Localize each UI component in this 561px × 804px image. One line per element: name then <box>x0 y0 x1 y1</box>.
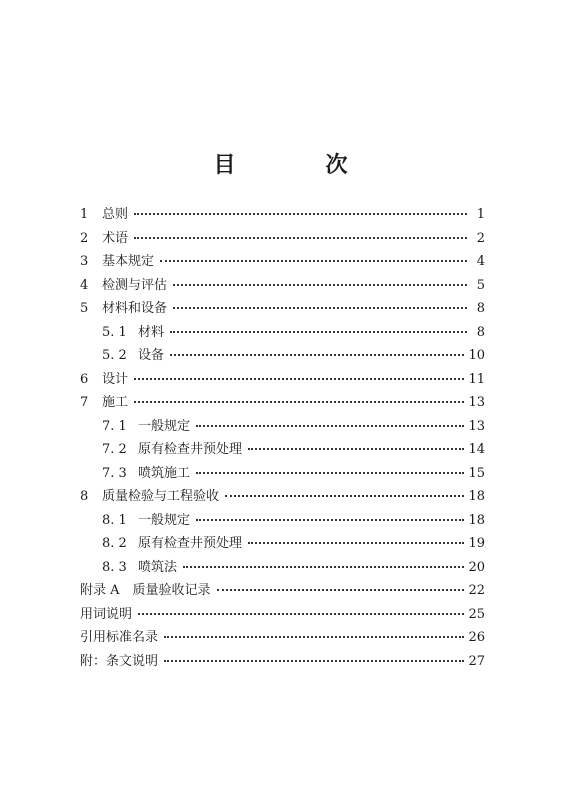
toc-entry[interactable] <box>80 203 485 227</box>
toc-entry[interactable] <box>80 368 485 392</box>
toc-number: 5. 2 <box>102 348 127 363</box>
toc-entry[interactable] <box>80 227 485 251</box>
toc-entry[interactable] <box>80 626 485 650</box>
toc-label: 材料 <box>138 324 165 340</box>
toc-subentry[interactable] <box>80 556 485 580</box>
toc-number: 8. 3 <box>102 559 127 575</box>
toc-page-number: 5 <box>476 277 485 293</box>
toc-entry[interactable] <box>80 274 485 298</box>
toc-number: 8 <box>80 489 89 504</box>
toc-label: 质量检验与工程验收 <box>102 489 220 504</box>
dot-leader <box>248 532 464 544</box>
toc-number: 8. 1 <box>102 512 127 528</box>
toc-number: 7 <box>80 395 89 410</box>
toc-subentry[interactable] <box>80 438 485 462</box>
toc-page-number: 8 <box>476 301 485 316</box>
toc-number: 7. 2 <box>102 442 127 457</box>
dot-leader <box>170 344 464 356</box>
toc-page-number: 8 <box>476 324 485 340</box>
toc-label: 引用标准名录 <box>80 630 159 645</box>
toc-label: 材料和设备 <box>102 301 168 316</box>
toc-label: 施工 <box>102 395 129 410</box>
toc-number: 3 <box>80 254 89 269</box>
toc-page-number: 18 <box>468 489 485 504</box>
dot-leader <box>183 556 464 568</box>
toc-label: 一般规定 <box>138 512 191 528</box>
toc-entry[interactable] <box>80 650 485 674</box>
toc-page-number: 22 <box>468 583 485 598</box>
toc-page-number: 13 <box>468 418 485 434</box>
dot-leader <box>173 274 467 286</box>
dot-leader <box>164 650 464 662</box>
toc-entry[interactable] <box>80 603 485 627</box>
toc-label: 检测与评估 <box>102 277 168 293</box>
toc-page-number: 20 <box>468 559 485 575</box>
toc-number: 7. 1 <box>102 418 127 434</box>
dot-leader <box>134 203 467 215</box>
page-title: 目 次 <box>213 152 382 178</box>
toc-page-number: 26 <box>468 630 485 645</box>
dot-leader <box>225 485 464 497</box>
toc-page-number: 13 <box>468 395 485 410</box>
toc-number: 7. 3 <box>102 465 127 481</box>
toc-label: 原有检查井预处理 <box>138 536 243 551</box>
toc-page-number: 10 <box>468 348 485 363</box>
toc-page-number: 19 <box>468 536 485 551</box>
toc-page-number: 27 <box>468 653 485 669</box>
toc-number: 1 <box>80 207 89 222</box>
dot-leader <box>170 321 467 333</box>
dot-leader <box>138 603 464 615</box>
toc-label: 附录 A 质量验收记录 <box>80 583 211 598</box>
toc-label: 术语 <box>102 230 129 246</box>
dot-leader <box>134 391 464 403</box>
toc-label: 用词说明 <box>80 606 133 622</box>
toc-page-number: 14 <box>468 442 485 457</box>
table-of-contents <box>80 203 485 673</box>
toc-number: 8. 2 <box>102 536 127 551</box>
dot-leader <box>248 438 464 450</box>
dot-leader <box>164 626 464 638</box>
toc-page-number: 1 <box>476 207 485 222</box>
toc-label: 基本规定 <box>102 254 155 269</box>
toc-label: 原有检查井预处理 <box>138 442 243 457</box>
toc-page-number: 4 <box>476 254 485 269</box>
toc-subentry[interactable] <box>80 415 485 439</box>
toc-subentry[interactable] <box>80 344 485 368</box>
toc-subentry[interactable] <box>80 462 485 486</box>
toc-label: 喷筑施工 <box>138 465 191 481</box>
toc-page-number: 25 <box>468 606 485 622</box>
toc-number: 4 <box>80 277 89 293</box>
toc-label: 附：条文说明 <box>80 653 159 669</box>
toc-entry[interactable] <box>80 297 485 321</box>
dot-leader <box>196 415 464 427</box>
toc-page-number: 11 <box>468 371 485 387</box>
dot-leader <box>196 509 464 521</box>
dot-leader <box>196 462 464 474</box>
toc-subentry[interactable] <box>80 532 485 556</box>
dot-leader <box>173 297 467 309</box>
toc-number: 6 <box>80 371 89 387</box>
toc-number: 5 <box>80 301 89 316</box>
toc-label: 设计 <box>102 371 129 387</box>
toc-label: 一般规定 <box>138 418 191 434</box>
toc-appendix-entry[interactable] <box>80 579 485 603</box>
dot-leader <box>134 227 467 239</box>
toc-subentry[interactable] <box>80 321 485 345</box>
toc-page-number: 15 <box>468 465 485 481</box>
dot-leader <box>217 579 465 591</box>
toc-label: 喷筑法 <box>138 559 178 575</box>
toc-number: 2 <box>80 230 89 246</box>
toc-page-number: 2 <box>476 230 485 246</box>
dot-leader <box>160 250 467 262</box>
toc-number: 5. 1 <box>102 324 127 340</box>
toc-entry[interactable] <box>80 250 485 274</box>
toc-entry[interactable] <box>80 391 485 415</box>
toc-label: 设备 <box>138 348 165 363</box>
toc-entry[interactable] <box>80 485 485 509</box>
dot-leader <box>134 368 464 380</box>
toc-subentry[interactable] <box>80 509 485 533</box>
toc-label: 总则 <box>102 207 129 222</box>
toc-page-number: 18 <box>468 512 485 528</box>
